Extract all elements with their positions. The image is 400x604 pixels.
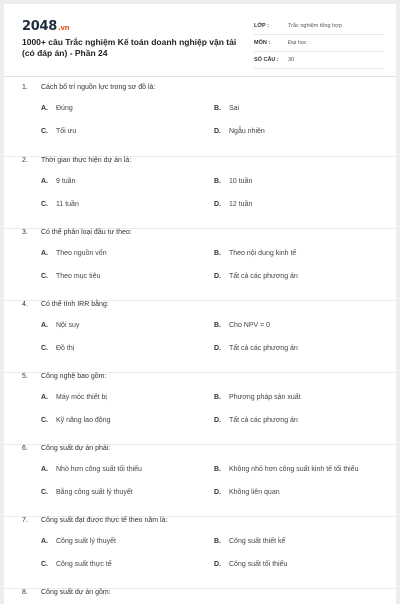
meta-row-subject (254, 35, 384, 52)
question-number: 8. (22, 589, 28, 596)
option-text: Không nhỏ hơn công suất kinh tế tối thiểu (229, 466, 359, 473)
site-logo[interactable] (22, 19, 69, 34)
option-text: Tối ưu (56, 128, 77, 135)
option-c[interactable] (41, 201, 79, 208)
question-2 (4, 156, 396, 228)
meta-value: Đại học (288, 40, 307, 46)
question-text: Thời gian thực hiện dự án là: (41, 157, 132, 164)
option-letter: D. (214, 417, 221, 424)
header-divider (4, 76, 396, 77)
question-number: 4. (22, 301, 28, 308)
option-text: Không liên quan (229, 489, 280, 496)
option-b[interactable] (214, 394, 301, 401)
option-letter: A. (41, 250, 48, 257)
option-letter: C. (41, 417, 48, 424)
meta-value: Trắc nghiệm tổng hợp (288, 23, 342, 29)
option-c[interactable] (41, 489, 133, 496)
question-header (22, 84, 155, 91)
option-a[interactable] (41, 105, 73, 112)
question-text: Có thể tính IRR bằng: (41, 301, 109, 308)
option-letter: B. (214, 322, 221, 329)
option-b[interactable] (214, 538, 285, 545)
option-letter: D. (214, 273, 221, 280)
option-text: Ngẫu nhiên (229, 128, 265, 135)
option-d[interactable] (214, 128, 265, 135)
document-title: 1000+ câu Trắc nghiệm Kế toán doanh nghiệp vận tải (có đáp án) - Phần 24 (22, 37, 237, 58)
question-header (22, 373, 106, 380)
document-meta (254, 18, 384, 69)
option-letter: A. (41, 466, 48, 473)
option-text: 9 tuần (56, 178, 76, 185)
question-number: 3. (22, 229, 28, 236)
meta-label: LỚP : (254, 23, 269, 29)
option-letter: D. (214, 489, 221, 496)
question-number: 7. (22, 517, 28, 524)
question-header (22, 589, 111, 596)
question-text: Công nghệ bao gồm: (41, 373, 107, 380)
option-c[interactable] (41, 417, 111, 424)
question-header (22, 445, 110, 452)
option-text: Nhỏ hơn công suất tối thiểu (56, 466, 142, 473)
question-header (22, 301, 109, 308)
option-letter: C. (41, 489, 48, 496)
question-number: 5. (22, 373, 28, 380)
option-letter: C. (41, 201, 48, 208)
option-letter: B. (214, 105, 221, 112)
question-8 (4, 588, 396, 604)
option-letter: C. (41, 273, 48, 280)
option-c[interactable] (41, 128, 76, 135)
question-6 (4, 444, 396, 516)
question-text: Có thể phân loại đầu tư theo: (41, 229, 132, 236)
question-text: Công suất đạt được thực tế theo năm là: (41, 517, 168, 524)
question-list (4, 84, 396, 604)
question-text: Công suất dự án gồm: (41, 589, 111, 596)
option-text: Công suất thiết kế (229, 538, 286, 545)
option-letter: B. (214, 466, 221, 473)
option-text: Theo nguồn vốn (56, 250, 107, 257)
option-letter: B. (214, 178, 221, 185)
question-number: 6. (22, 445, 28, 452)
option-a[interactable] (41, 322, 79, 329)
question-1 (4, 84, 396, 156)
question-number: 1. (22, 84, 28, 91)
option-text: Kỹ năng lao động (56, 417, 111, 424)
option-b[interactable] (214, 322, 270, 329)
option-text: Tất cả các phương án (229, 273, 298, 280)
option-b[interactable] (214, 105, 239, 112)
question-3 (4, 228, 396, 300)
meta-row-count (254, 52, 384, 69)
question-7 (4, 516, 396, 588)
document-header (4, 4, 396, 76)
option-c[interactable] (41, 273, 100, 280)
option-d[interactable] (214, 489, 280, 496)
meta-label: SỐ CÂU : (254, 57, 279, 63)
option-text: 10 tuần (229, 178, 253, 185)
question-header (22, 517, 167, 524)
option-letter: A. (41, 322, 48, 329)
question-5 (4, 372, 396, 444)
option-a[interactable] (41, 250, 107, 257)
option-letter: D. (214, 561, 221, 568)
meta-row-class (254, 18, 384, 35)
option-d[interactable] (214, 273, 298, 280)
option-text: Công suất lý thuyết (56, 538, 116, 545)
option-letter: D. (214, 128, 221, 135)
option-text: Bằng công suất lý thuyết (56, 489, 133, 496)
option-letter: D. (214, 345, 221, 352)
option-text: Cho NPV = 0 (229, 322, 271, 329)
option-c[interactable] (41, 345, 74, 352)
question-header (22, 229, 132, 236)
option-text: Tất cả các phương án (229, 345, 298, 352)
option-text: 12 tuần (229, 201, 253, 208)
option-text: Sai (229, 105, 240, 112)
option-d[interactable] (214, 417, 298, 424)
logo-suffix: .vn (57, 24, 70, 32)
option-a[interactable] (41, 538, 116, 545)
option-b[interactable] (214, 178, 252, 185)
option-a[interactable] (41, 394, 107, 401)
option-d[interactable] (214, 201, 252, 208)
logo-main: 2048 (22, 19, 57, 34)
option-text: Công suất thực tế (56, 561, 112, 568)
option-letter: A. (41, 178, 48, 185)
meta-label: MÔN : (254, 40, 271, 46)
question-text: Công suất dự án phải: (41, 445, 111, 452)
option-letter: C. (41, 345, 48, 352)
option-text: Phương pháp sản xuất (229, 394, 301, 401)
option-b[interactable] (214, 250, 296, 257)
option-text: Công suất tối thiểu (229, 561, 288, 568)
option-b[interactable] (214, 466, 359, 473)
option-letter: B. (214, 250, 221, 257)
option-letter: A. (41, 105, 48, 112)
option-c[interactable] (41, 561, 112, 568)
option-text: Theo mục tiêu (56, 273, 101, 280)
option-text: Theo nội dung kinh tế (229, 250, 297, 257)
option-text: Đồ thị (56, 345, 75, 352)
option-d[interactable] (214, 561, 287, 568)
option-text: Tất cả các phương án (229, 417, 298, 424)
meta-value: 30 (288, 57, 295, 63)
question-text: Cách bố trí nguồn lực trong sơ đồ là: (41, 84, 156, 91)
option-text: Nội suy (56, 322, 80, 329)
question-4 (4, 300, 396, 372)
question-header (22, 157, 131, 164)
question-number: 2. (22, 157, 28, 164)
option-letter: C. (41, 128, 48, 135)
option-d[interactable] (214, 345, 298, 352)
option-letter: A. (41, 394, 48, 401)
option-letter: A. (41, 538, 48, 545)
document-page (4, 4, 396, 604)
option-a[interactable] (41, 178, 75, 185)
option-a[interactable] (41, 466, 142, 473)
option-text: Máy móc thiết bị (56, 394, 107, 401)
option-text: Đúng (56, 105, 73, 112)
option-letter: B. (214, 538, 221, 545)
option-letter: C. (41, 561, 48, 568)
option-text: 11 tuần (56, 201, 79, 208)
option-letter: D. (214, 201, 221, 208)
option-letter: B. (214, 394, 221, 401)
